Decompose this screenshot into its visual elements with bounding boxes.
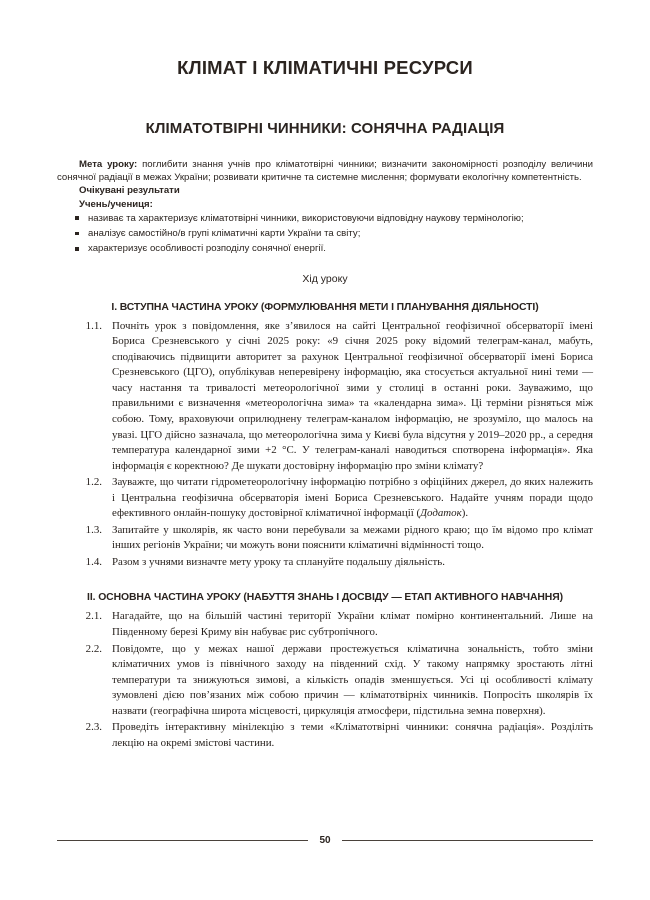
square-bullet-icon: [75, 247, 79, 251]
step-item: [57, 720, 593, 751]
section-title: КЛІМАТОТВІРНІ ЧИННИКИ: СОНЯЧНА РАДІАЦІЯ: [145, 120, 505, 137]
step-item: [57, 319, 593, 474]
lesson-goal-paragraph: [57, 158, 593, 184]
lesson-flow-label: Хід уроку: [302, 272, 348, 285]
pupil-label: Учень/учениця:: [79, 198, 153, 210]
step-body: [112, 642, 593, 720]
part-one-steps: [57, 319, 593, 571]
step-number: 2.2.: [85, 642, 102, 655]
list-item: [57, 226, 593, 241]
step-number: 2.1.: [85, 610, 102, 623]
step-text: Разом з учнями визначте мету уроку та сплануйте подальшу діяльність.: [112, 555, 445, 568]
lesson-goal-text: поглибити знання учнів про кліматотвірні чинники; визначити закономірності розподілу величини сонячної радіації в межах України; розвивати критичне та системне мислення; формувати екологічну компетентність.: [57, 159, 593, 184]
page-number: 50: [319, 835, 331, 846]
lesson-goal-label: Мета уроку:: [79, 159, 138, 170]
outcomes-list: [57, 211, 593, 257]
list-item: [57, 211, 593, 226]
square-bullet-icon: [75, 232, 79, 236]
step-text: Запитайте у школярів, як часто вони перебували за межами рідного краю; що їм відомо про клімат інших регіонів України; чи можуть вони пояснити кліматичні відмінності тощо.: [112, 523, 593, 552]
step-body: [112, 555, 593, 571]
list-item: [57, 241, 593, 256]
step-number: 1.1.: [85, 319, 102, 332]
intro-block: [57, 158, 593, 211]
step-text-tail: ).: [461, 507, 469, 520]
part-heading-one: I. ВСТУПНА ЧАСТИНА УРОКУ (ФОРМУЛЮВАННЯ МЕТИ І ПЛАНУВАННЯ ДІЯЛЬНОСТІ): [111, 301, 539, 313]
step-text-italic: Додаток: [420, 507, 462, 520]
page-footer: [57, 835, 593, 846]
expected-results-label: Очікувані результати: [79, 185, 180, 197]
square-bullet-icon: [75, 216, 79, 220]
step-item: [57, 642, 593, 720]
step-body: [112, 475, 593, 522]
step-text: Зауважте, що читати гідрометеорологічну інформацію потрібно з офіційних джерел, до яких належить і Центральна геофізична обсерваторія імені Бориса Срезневського. Надайте учням поради щодо ефективного онлайн-пошуку достовірної кліматичної інформації (: [112, 476, 593, 520]
outcome-text: називає та характеризує кліматотвірні чинники, використовуючи відповідну наукову термінологію;: [88, 212, 524, 224]
step-item: [57, 609, 593, 640]
step-item: [57, 523, 593, 554]
step-number: 1.4.: [85, 555, 102, 568]
step-number: 1.2.: [85, 476, 102, 489]
step-number: 1.3.: [85, 523, 102, 536]
step-body: [112, 523, 593, 554]
step-text: Проведіть інтерактивну мінілекцію з теми «Кліматотвірні чинники: сонячна радіація». Розділіть лекцію на окремі змістові частини.: [112, 721, 593, 749]
step-body: [112, 609, 593, 640]
step-number: 2.3.: [85, 721, 102, 734]
step-body: [112, 720, 593, 751]
footer-rule-right: [342, 840, 593, 842]
outcome-text: характеризує особливості розподілу сонячної енергії.: [88, 243, 326, 255]
part-two-steps: [57, 609, 593, 751]
step-item: [57, 555, 593, 571]
step-body: [112, 319, 593, 474]
footer-rule-left: [57, 840, 308, 842]
part-heading-two: II. ОСНОВНА ЧАСТИНА УРОКУ (НАБУТТЯ ЗНАНЬ І ДОСВІДУ — ЕТАП АКТИВНОГО НАВЧАННЯ): [87, 592, 563, 604]
step-item: [57, 475, 593, 522]
step-text: Нагадайте, що на більшій частині території України клімат помірно континентальний. Лише на Південному березі Криму він набуває рис субтропічного.: [112, 610, 593, 638]
step-text: Повідомте, що у межах нашої держави простежується кліматична зональність, тобто зміни кліматичних умов із північного заходу на південний схід. У такому напрямку зростають літні температури та знижуються зимові, а кількість опадів зменшується. Усі ці особливості клімату зумовлені дією пов’язаних між собою причин — кліматотвірніх чинників. Попросіть школярів їх назвати (географічна широта місцевості, циркуляція атмосфери, підстильна земна поверхня).: [112, 642, 593, 717]
step-text: Почніть урок з повідомлення, яке з’явилося на сайті Центральної геофізичної обсерваторії імені Бориса Срезневського у січні 2025 року: «9 січня 2025 року відомий телеграм-канал, мабуть, сподіваючись підвищити авторитет за рахунок Центральної геофізичної обсерваторії імені Бориса Срезневського (ЦГО), опублікував неперевірену інформацію, яка стосується актуальної нині теми — часу настання та тривалості метеорологічної зими у столиці в останні роки. Зауважимо, що правильними є визначення «метеорологічна зима» та «календарна зима». Ці терміни різняться між собою. Тому, враховуючи оприлюднену телеграм-каналом інформацію, не зрозуміло, що малось на увазі. ЦГО дійсно зазначала, що метеорологічна зима у Києві була відсутня у 2019–2020 рр., а середня температура календарної зими +2 °C. У телеграм-каналі наводиться спотворена інформація». Яка інформація є коректною? Де шукати достовірну інформацію про зміни клімату?: [112, 319, 593, 472]
page-title: КЛІМАТ І КЛІМАТИЧНІ РЕСУРСИ: [177, 57, 473, 78]
outcome-text: аналізує самостійно/в групі кліматичні карти України та світу;: [88, 228, 361, 240]
